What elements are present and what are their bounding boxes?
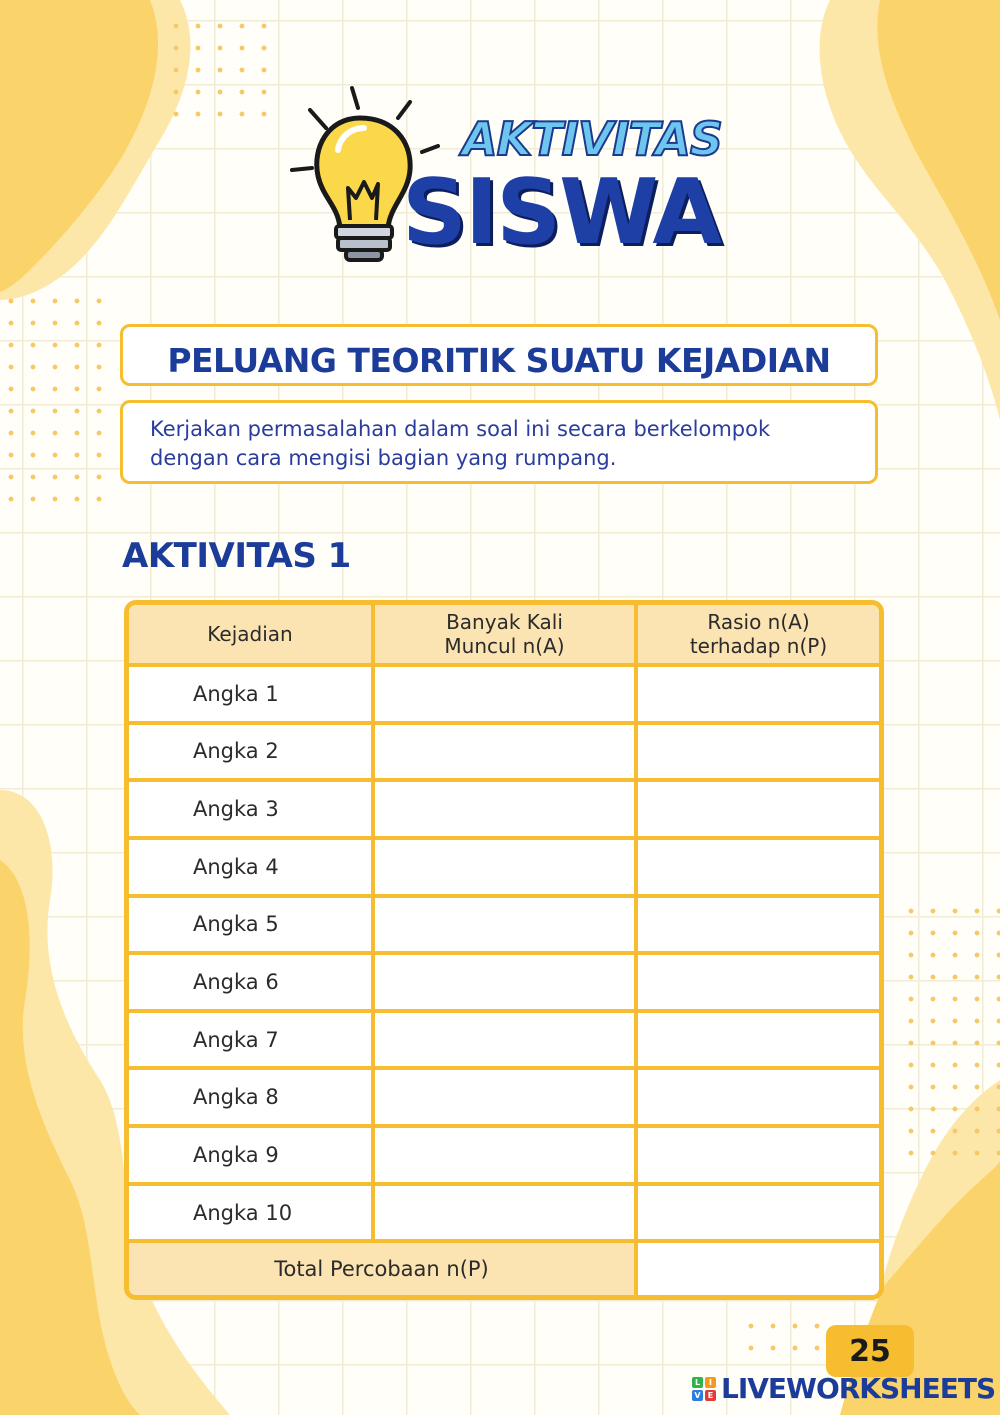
table-row [129,838,879,896]
count-input-cell[interactable] [373,1184,636,1242]
dot-pattern-left [0,290,110,510]
row-label: Angka 4 [129,838,373,896]
header-rasio-line-2: terhadap n(P) [689,634,828,658]
dot-pattern-top-left [165,15,275,125]
table-row [129,1068,879,1126]
page-number-badge [826,1325,914,1377]
instructions-line-1: Kerjakan permasalahan dalam soal ini secara berkelompok [150,417,771,441]
total-row [129,1241,879,1295]
table-row [129,723,879,781]
page-number: 25 [849,1334,891,1369]
ratio-input-cell[interactable] [636,1068,879,1126]
instructions-line-2: dengan cara mengisi bagian yang rumpang. [150,446,617,470]
table-row [129,896,879,954]
liveworksheets-brand[interactable] [692,1372,995,1405]
table-row [129,780,879,838]
table-row [129,1011,879,1069]
count-input-cell[interactable] [373,1126,636,1184]
count-input-cell[interactable] [373,1068,636,1126]
table-row [129,1184,879,1242]
ratio-input-cell[interactable] [636,1011,879,1069]
title-box [120,324,878,386]
instructions-text [150,415,870,473]
count-input-cell[interactable] [373,780,636,838]
total-input-cell[interactable] [636,1241,879,1295]
table-row [129,1126,879,1184]
count-input-cell[interactable] [373,665,636,723]
instructions-box [120,400,878,484]
count-input-cell[interactable] [373,953,636,1011]
row-label: Angka 2 [129,723,373,781]
header-banyak-kali [373,605,636,665]
row-label: Angka 6 [129,953,373,1011]
row-label: Angka 5 [129,896,373,954]
count-input-cell[interactable] [373,896,636,954]
brand-name: LIVEWORKSHEETS [721,1372,996,1405]
page-title: PELUANG TEORITIK SUATU KEJADIAN [167,341,831,380]
row-label: Angka 10 [129,1184,373,1242]
header-kejadian: Kejadian [129,605,373,665]
row-label: Angka 1 [129,665,373,723]
row-label: Angka 3 [129,780,373,838]
dot-pattern-bottom [740,1315,830,1365]
total-label: Total Percobaan n(P) [129,1241,636,1295]
dot-pattern-right [900,900,1000,1160]
ratio-input-cell[interactable] [636,896,879,954]
ratio-input-cell[interactable] [636,723,879,781]
header-banyak-kali-line-1: Banyak Kali [446,610,563,634]
header-rasio [636,605,879,665]
table-row [129,953,879,1011]
ratio-input-cell[interactable] [636,838,879,896]
row-label: Angka 8 [129,1068,373,1126]
logo-aktivitas-text: AKTIVITAS [462,112,722,166]
row-label: Angka 9 [129,1126,373,1184]
activity-heading: AKTIVITAS 1 [122,536,351,576]
ratio-input-cell[interactable] [636,665,879,723]
ratio-input-cell[interactable] [636,1184,879,1242]
logo-siswa-text: SISWA [402,160,721,265]
table-header-row [129,605,879,665]
header-banyak-kali-line-2: Muncul n(A) [444,634,565,658]
activity-table [124,600,884,1300]
header-rasio-line-1: Rasio n(A) [707,610,810,634]
ratio-input-cell[interactable] [636,1126,879,1184]
ratio-input-cell[interactable] [636,953,879,1011]
table-row [129,665,879,723]
count-input-cell[interactable] [373,723,636,781]
row-label: Angka 7 [129,1011,373,1069]
ratio-input-cell[interactable] [636,780,879,838]
count-input-cell[interactable] [373,838,636,896]
count-input-cell[interactable] [373,1011,636,1069]
liveworksheets-logo-icon: L I V E [692,1377,716,1401]
